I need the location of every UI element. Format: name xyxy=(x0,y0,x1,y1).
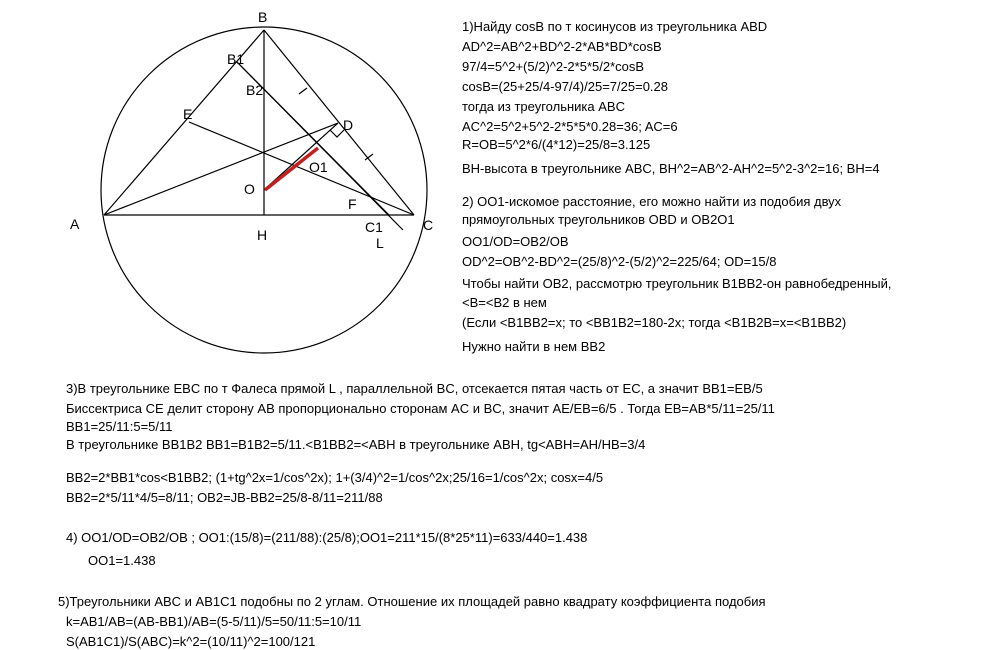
text-line: k=AB1/AB=(AB-BB1)/AB=(5-5/11)/5=50/11:5=10/11 xyxy=(66,614,362,629)
text-line: OD^2=OB^2-BD^2=(25/8)^2-(5/2)^2=225/64; OD=15/8 xyxy=(462,254,777,269)
label-o1: O1 xyxy=(309,159,328,175)
label-b: B xyxy=(258,9,268,25)
text-line: 3)В треугольнике EBC по т Фалеса прямой L , параллельной BC, отсекается пятая часть от EC, а значит BB1=EB/5 xyxy=(66,381,763,396)
label-b1: B1 xyxy=(227,51,245,67)
text-line: S(AB1C1)/S(ABC)=k^2=(10/11)^2=100/121 xyxy=(66,634,316,649)
text-line: 97/4=5^2+(5/2)^2-2*5*5/2*cosB xyxy=(462,59,645,74)
text-line: 4) OO1/OD=OB2/OB ; OO1:(15/8)=(211/88):(25/8);OO1=211*15/(8*25*11)=633/440=1.438 xyxy=(66,530,588,545)
text-line: 2) OO1-искомое расстояние, его можно найти из подобия двух xyxy=(462,194,842,209)
text-line: (Если <B1BB2=x; то <BB1B2=180-2x; тогда <B1B2B=x=<B1BB2) xyxy=(462,315,847,330)
text-line: прямоугольных треугольников OBD и OB2O1 xyxy=(462,212,735,227)
text-line: cosB=(25+25/4-97/4)/25=7/25=0.28 xyxy=(462,79,668,94)
text-line: AD^2=AB^2+BD^2-2*AB*BD*cosB xyxy=(462,39,662,54)
label-e: E xyxy=(183,106,193,122)
text-line: Биссектриса CE делит сторону AB пропорционально сторонам AC и BC, значит AE/EB=6/5 . Тогда EB=AB*5/11=25/11 xyxy=(66,401,775,416)
label-o: O xyxy=(244,181,255,197)
text-line: Нужно найти в нем BB2 xyxy=(462,339,606,354)
label-c: C xyxy=(423,217,434,233)
text-line: OO1=1.438 xyxy=(88,553,156,568)
label-d: D xyxy=(343,117,354,133)
label-a: A xyxy=(70,216,80,232)
text-line: В треугольнике BB1B2 BB1=B1B2=5/11.<B1BB2=<ABH в треугольнике ABH, tg<ABH=AH/HB=3/4 xyxy=(66,437,646,452)
text-line: OO1/OD=OB2/OB xyxy=(462,234,569,249)
right-angle-mark xyxy=(330,130,344,137)
geometry-figure xyxy=(0,0,450,370)
label-b2: B2 xyxy=(246,82,264,98)
tick-mark-1 xyxy=(299,88,307,94)
text-line: R=OB=5^2*6/(4*12)=25/8=3.125 xyxy=(462,137,651,152)
text-line: AC^2=5^2+5^2-2*5*5*0.28=36; AC=6 xyxy=(462,119,678,134)
label-f: F xyxy=(348,196,357,212)
label-h: H xyxy=(257,227,268,243)
text-line: тогда из треугольника ABC xyxy=(462,99,625,114)
label-l: L xyxy=(376,235,384,251)
text-line: BH-высота в треугольнике ABC, BH^2=AB^2-AH^2=5^2-3^2=16; BH=4 xyxy=(462,161,880,176)
text-line: <B=<B2 в нем xyxy=(462,295,547,310)
text-line: Чтобы найти OB2, рассмотрю треугольник B1BB2-он равнобедренный, xyxy=(462,276,892,291)
side-bc xyxy=(264,30,414,215)
label-c1: C1 xyxy=(365,219,383,235)
text-line: BB2=2*5/11*4/5=8/11; OB2=JB-BB2=25/8-8/11=211/88 xyxy=(66,490,383,505)
text-line: 1)Найду cosB по т косинусов из треугольника ABD xyxy=(462,19,768,34)
text-line: 5)Треугольники ABC и AB1C1 подобны по 2 углам. Отношение их площадей равно квадрату коэффициента подобия xyxy=(58,594,766,609)
text-line: BB1=25/11:5=5/11 xyxy=(66,419,173,434)
text-line: BB2=2*BB1*cos<B1BB2; (1+tg^2x=1/cos^2x); 1+(3/4)^2=1/cos^2x;25/16=1/cos^2x; cosx=4/5 xyxy=(66,470,604,485)
